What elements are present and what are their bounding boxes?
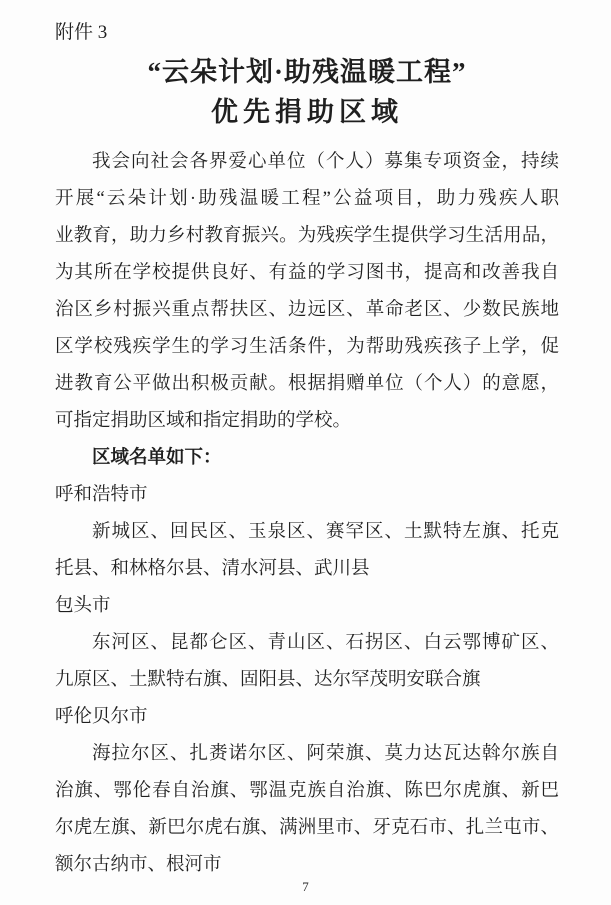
district-line: 治旗、鄂伦春自治旗、鄂温克族自治旗、陈巴尔虎旗、新巴 <box>55 781 559 801</box>
intro-line: 治区乡村振兴重点帮扶区、边远区、革命老区、少数民族地 <box>55 300 559 320</box>
intro-line: 我会向社会各界爱心单位（个人）募集专项资金，持续 <box>92 152 559 172</box>
page-footer <box>0 879 611 895</box>
district-line: 尔虎左旗、新巴尔虎右旗、满洲里市、牙克石市、扎兰屯市、 <box>55 818 559 838</box>
district-line: 额尔古纳市、根河市 <box>55 855 222 875</box>
regions-list <box>55 477 559 884</box>
attachment-label: 附件 3 <box>55 22 108 43</box>
region-city-name: 呼和浩特市 <box>55 485 148 505</box>
title-line-2: 优先捐助区域 <box>211 97 403 127</box>
intro-line: 为其所在学校提供良好、有益的学习图书，提高和改善我自 <box>55 263 559 283</box>
district-line: 东河区、昆都仑区、青山区、石拐区、白云鄂博矿区、 <box>92 633 559 653</box>
title-line-1: “云朵计划·助残温暖工程” <box>147 57 467 87</box>
document-title <box>55 52 559 132</box>
document-body <box>55 144 559 884</box>
intro-line: 可指定捐助区域和指定捐助的学校。 <box>55 411 352 431</box>
region-city-name: 包头市 <box>55 596 111 616</box>
district-line: 新城区、回民区、玉泉区、赛罕区、土默特左旗、托克 <box>92 522 559 542</box>
region-city-name: 呼伦贝尔市 <box>55 707 148 727</box>
intro-line: 业教育，助力乡村教育振兴。为残疾学生提供学习生活用品， <box>55 226 559 246</box>
district-line: 海拉尔区、扎赉诺尔区、阿荣旗、莫力达瓦达斡尔族自 <box>92 744 559 764</box>
district-line: 托县、和林格尔县、清水河县、武川县 <box>55 559 370 579</box>
intro-paragraph <box>55 144 559 440</box>
intro-line: 区学校残疾学生的学习生活条件，为帮助残疾孩子上学，促 <box>55 337 559 357</box>
intro-line: 开展“云朵计划·助残温暖工程”公益项目，助力残疾人职 <box>55 189 559 209</box>
page-number: 7 <box>302 879 309 894</box>
list-heading: 区域名单如下： <box>92 448 222 468</box>
district-line: 九原区、土默特右旗、固阳县、达尔罕茂明安联合旗 <box>55 670 481 690</box>
intro-line: 进教育公平做出积极贡献。根据捐赠单位（个人）的意愿， <box>55 374 559 394</box>
